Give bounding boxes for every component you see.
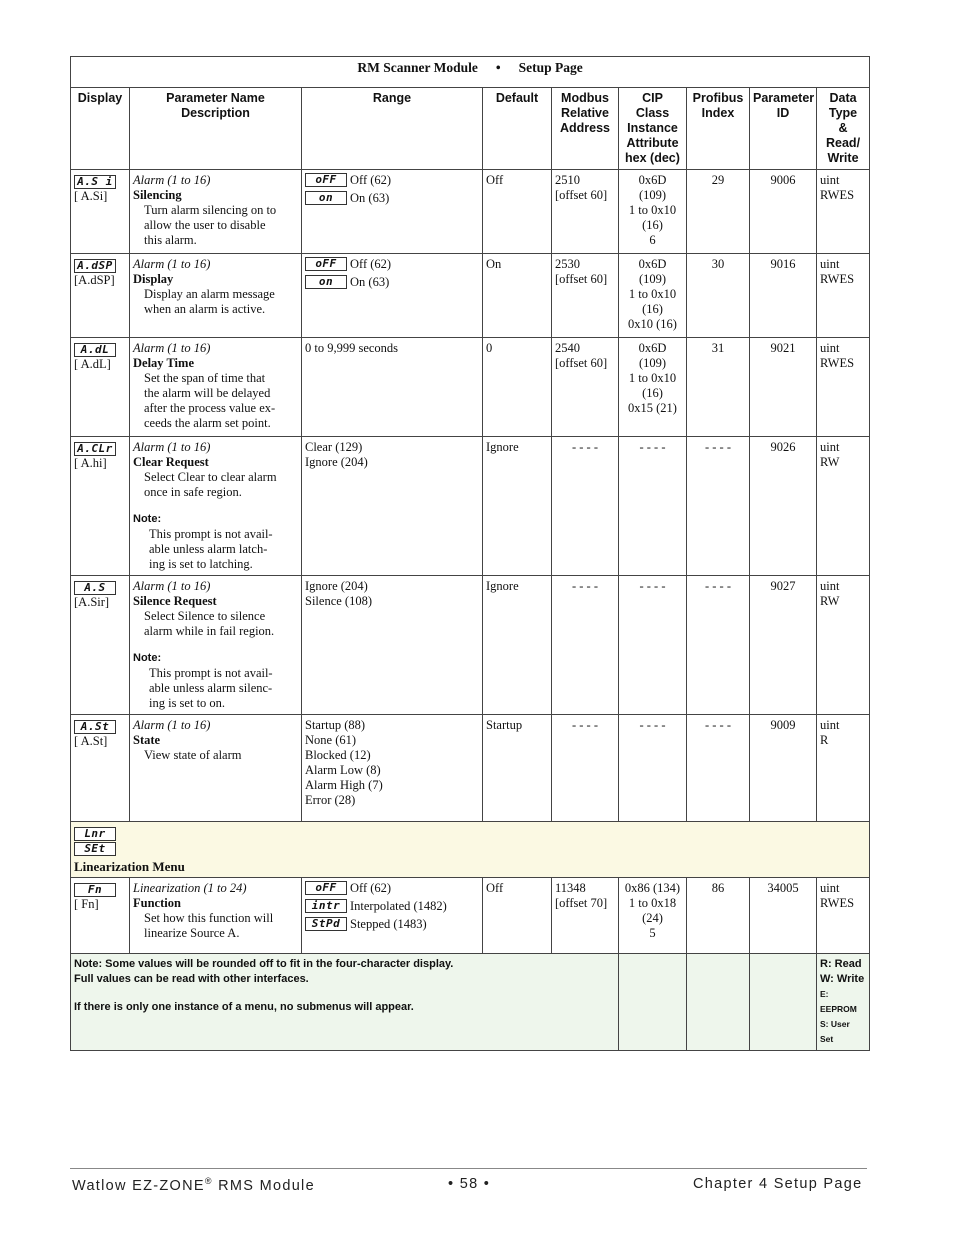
paramid-cell: 9026 (750, 437, 817, 576)
modbus-cell: - - - - (552, 576, 619, 715)
range-cell: oFF Off (62) on On (63) (302, 254, 483, 338)
lcd-option-icon: StPd (305, 917, 347, 931)
datatype-cell: uint R (817, 715, 870, 822)
default-cell: Startup (483, 715, 552, 822)
range-cell: Ignore (204) Silence (108) (302, 576, 483, 715)
paramid-cell: 9009 (750, 715, 817, 822)
footnote-row (71, 954, 870, 1051)
footer-page-number: • 58 • (448, 1176, 491, 1192)
table-row (71, 254, 870, 338)
lcd-menu-icon: Lnr (74, 827, 116, 841)
footnote-empty-cell (750, 954, 817, 1051)
footnote-text: Note: Some values will be rounded off to fit in the four-character display. Full values can be read with other interfaces. If there is only one instance of a menu, no submenus will appear. (71, 954, 619, 1051)
header-data-type: Data Type & Read/ Write (817, 88, 870, 170)
datatype-cell: uint RWES (817, 170, 870, 254)
cip-cell: - - - - (619, 437, 687, 576)
display-cell: A.CLr [ A.hi] (71, 437, 130, 576)
table-row (71, 338, 870, 437)
table-row (71, 576, 870, 715)
display-cell: Fn [ Fn] (71, 878, 130, 954)
profibus-cell: 29 (687, 170, 750, 254)
table-row (71, 437, 870, 576)
param-cell: Alarm (1 to 16) Clear Request Select Clear to clear alarm once in safe region. Note: This prompt is not avail- able unless alarm latch- ing is set to latching. (130, 437, 302, 576)
modbus-cell: 2510 [offset 60] (552, 170, 619, 254)
header-default: Default (483, 88, 552, 170)
param-cell: Alarm (1 to 16) Silence Request Select Silence to silence alarm while in fail region. Note: This prompt is not avail- able unless alarm silenc- ing is set to on. (130, 576, 302, 715)
lcd-display-icon: A.dSP (74, 259, 116, 273)
footer-chapter: Chapter 4 Setup Page (693, 1176, 863, 1192)
lcd-display-icon: A.S i (74, 175, 116, 189)
lcd-option-icon: oFF (305, 173, 347, 187)
display-cell: A.S [A.Sir] (71, 576, 130, 715)
table-row (71, 170, 870, 254)
header-parameter: Parameter Name Description (130, 88, 302, 170)
profibus-cell: 86 (687, 878, 750, 954)
module-title: RM Scanner Module (357, 60, 478, 75)
param-cell: Linearization (1 to 24) Function Set how this function will linearize Source A. (130, 878, 302, 954)
header-cip: CIP Class Instance Attribute hex (dec) (619, 88, 687, 170)
table-row (71, 715, 870, 822)
menu-cell (71, 822, 870, 878)
datatype-cell: uint RWES (817, 878, 870, 954)
default-cell: Off (483, 878, 552, 954)
modbus-cell: - - - - (552, 715, 619, 822)
cip-cell: 0x6D (109) 1 to 0x10 (16) 0x10 (16) (619, 254, 687, 338)
lcd-display-icon: Fn (74, 883, 116, 897)
modbus-cell: 11348 [offset 70] (552, 878, 619, 954)
header-range: Range (302, 88, 483, 170)
datatype-cell: uint RW (817, 576, 870, 715)
default-cell: Ignore (483, 437, 552, 576)
datatype-cell: uint RWES (817, 338, 870, 437)
cip-cell: - - - - (619, 715, 687, 822)
lcd-option-icon: on (305, 275, 347, 289)
profibus-cell: - - - - (687, 576, 750, 715)
menu-label: Linearization Menu (74, 859, 185, 874)
lcd-option-icon: on (305, 191, 347, 205)
range-cell: oFF Off (62) intr Interpolated (1482) StPd Stepped (1483) (302, 878, 483, 954)
lcd-display-icon: A.CLr (74, 442, 116, 456)
profibus-cell: 30 (687, 254, 750, 338)
display-cell: A.dL [ A.dL] (71, 338, 130, 437)
header-row (71, 88, 870, 170)
header-modbus: Modbus Relative Address (552, 88, 619, 170)
param-cell: Alarm (1 to 16) Silencing Turn alarm silencing on to allow the user to disable this alarm. (130, 170, 302, 254)
setup-table (70, 56, 870, 1051)
table-title-row (71, 57, 870, 88)
param-cell: Alarm (1 to 16) Delay Time Set the span of time that the alarm will be delayed after the process value ex- ceeds the alarm set point. (130, 338, 302, 437)
title-separator: • (495, 60, 501, 75)
param-cell: Alarm (1 to 16) State View state of alarm (130, 715, 302, 822)
lcd-menu-icon: SEt (74, 842, 116, 856)
lcd-display-icon: A.S (74, 581, 116, 595)
default-cell: 0 (483, 338, 552, 437)
profibus-cell: - - - - (687, 715, 750, 822)
header-display: Display (71, 88, 130, 170)
modbus-cell: 2540 [offset 60] (552, 338, 619, 437)
default-cell: Off (483, 170, 552, 254)
modbus-cell: - - - - (552, 437, 619, 576)
paramid-cell: 9016 (750, 254, 817, 338)
paramid-cell: 9021 (750, 338, 817, 437)
cip-cell: 0x6D (109) 1 to 0x10 (16) 6 (619, 170, 687, 254)
display-cell: A.S i [ A.Si] (71, 170, 130, 254)
table-row (71, 878, 870, 954)
lcd-display-icon: A.St (74, 720, 116, 734)
modbus-cell: 2530 [offset 60] (552, 254, 619, 338)
display-cell: A.dSP [A.dSP] (71, 254, 130, 338)
datatype-cell: uint RWES (817, 254, 870, 338)
table-title (71, 57, 870, 88)
range-cell: Startup (88) None (61) Blocked (12) Alarm Low (8) Alarm High (7) Error (28) (302, 715, 483, 822)
display-cell: A.St [ A.St] (71, 715, 130, 822)
cip-cell: - - - - (619, 576, 687, 715)
lcd-option-icon: intr (305, 899, 347, 913)
paramid-cell: 9027 (750, 576, 817, 715)
lcd-option-icon: oFF (305, 257, 347, 271)
cip-cell: 0x86 (134) 1 to 0x18 (24) 5 (619, 878, 687, 954)
range-cell: 0 to 9,999 seconds (302, 338, 483, 437)
note-label: Note: (133, 513, 162, 525)
range-cell: oFF Off (62) on On (63) (302, 170, 483, 254)
note-label: Note: (133, 652, 162, 664)
rw-legend: R: Read W: Write E: EEPROM S: User Set (817, 954, 870, 1051)
footer-brand: Watlow EZ-ZONE® RMS Module (72, 1176, 315, 1194)
header-parameter-id: Parameter ID (750, 88, 817, 170)
header-profibus: Profibus Index (687, 88, 750, 170)
cip-cell: 0x6D (109) 1 to 0x10 (16) 0x15 (21) (619, 338, 687, 437)
paramid-cell: 34005 (750, 878, 817, 954)
default-cell: Ignore (483, 576, 552, 715)
page-title: Setup Page (518, 60, 583, 75)
paramid-cell: 9006 (750, 170, 817, 254)
profibus-cell: - - - - (687, 437, 750, 576)
lcd-display-icon: A.dL (74, 343, 116, 357)
default-cell: On (483, 254, 552, 338)
datatype-cell: uint RW (817, 437, 870, 576)
footer-rule (70, 1168, 867, 1169)
range-cell: Clear (129) Ignore (204) (302, 437, 483, 576)
lcd-option-icon: oFF (305, 881, 347, 895)
profibus-cell: 31 (687, 338, 750, 437)
param-cell: Alarm (1 to 16) Display Display an alarm message when an alarm is active. (130, 254, 302, 338)
footnote-empty-cell (619, 954, 687, 1051)
footnote-empty-cell (687, 954, 750, 1051)
menu-row (71, 822, 870, 878)
